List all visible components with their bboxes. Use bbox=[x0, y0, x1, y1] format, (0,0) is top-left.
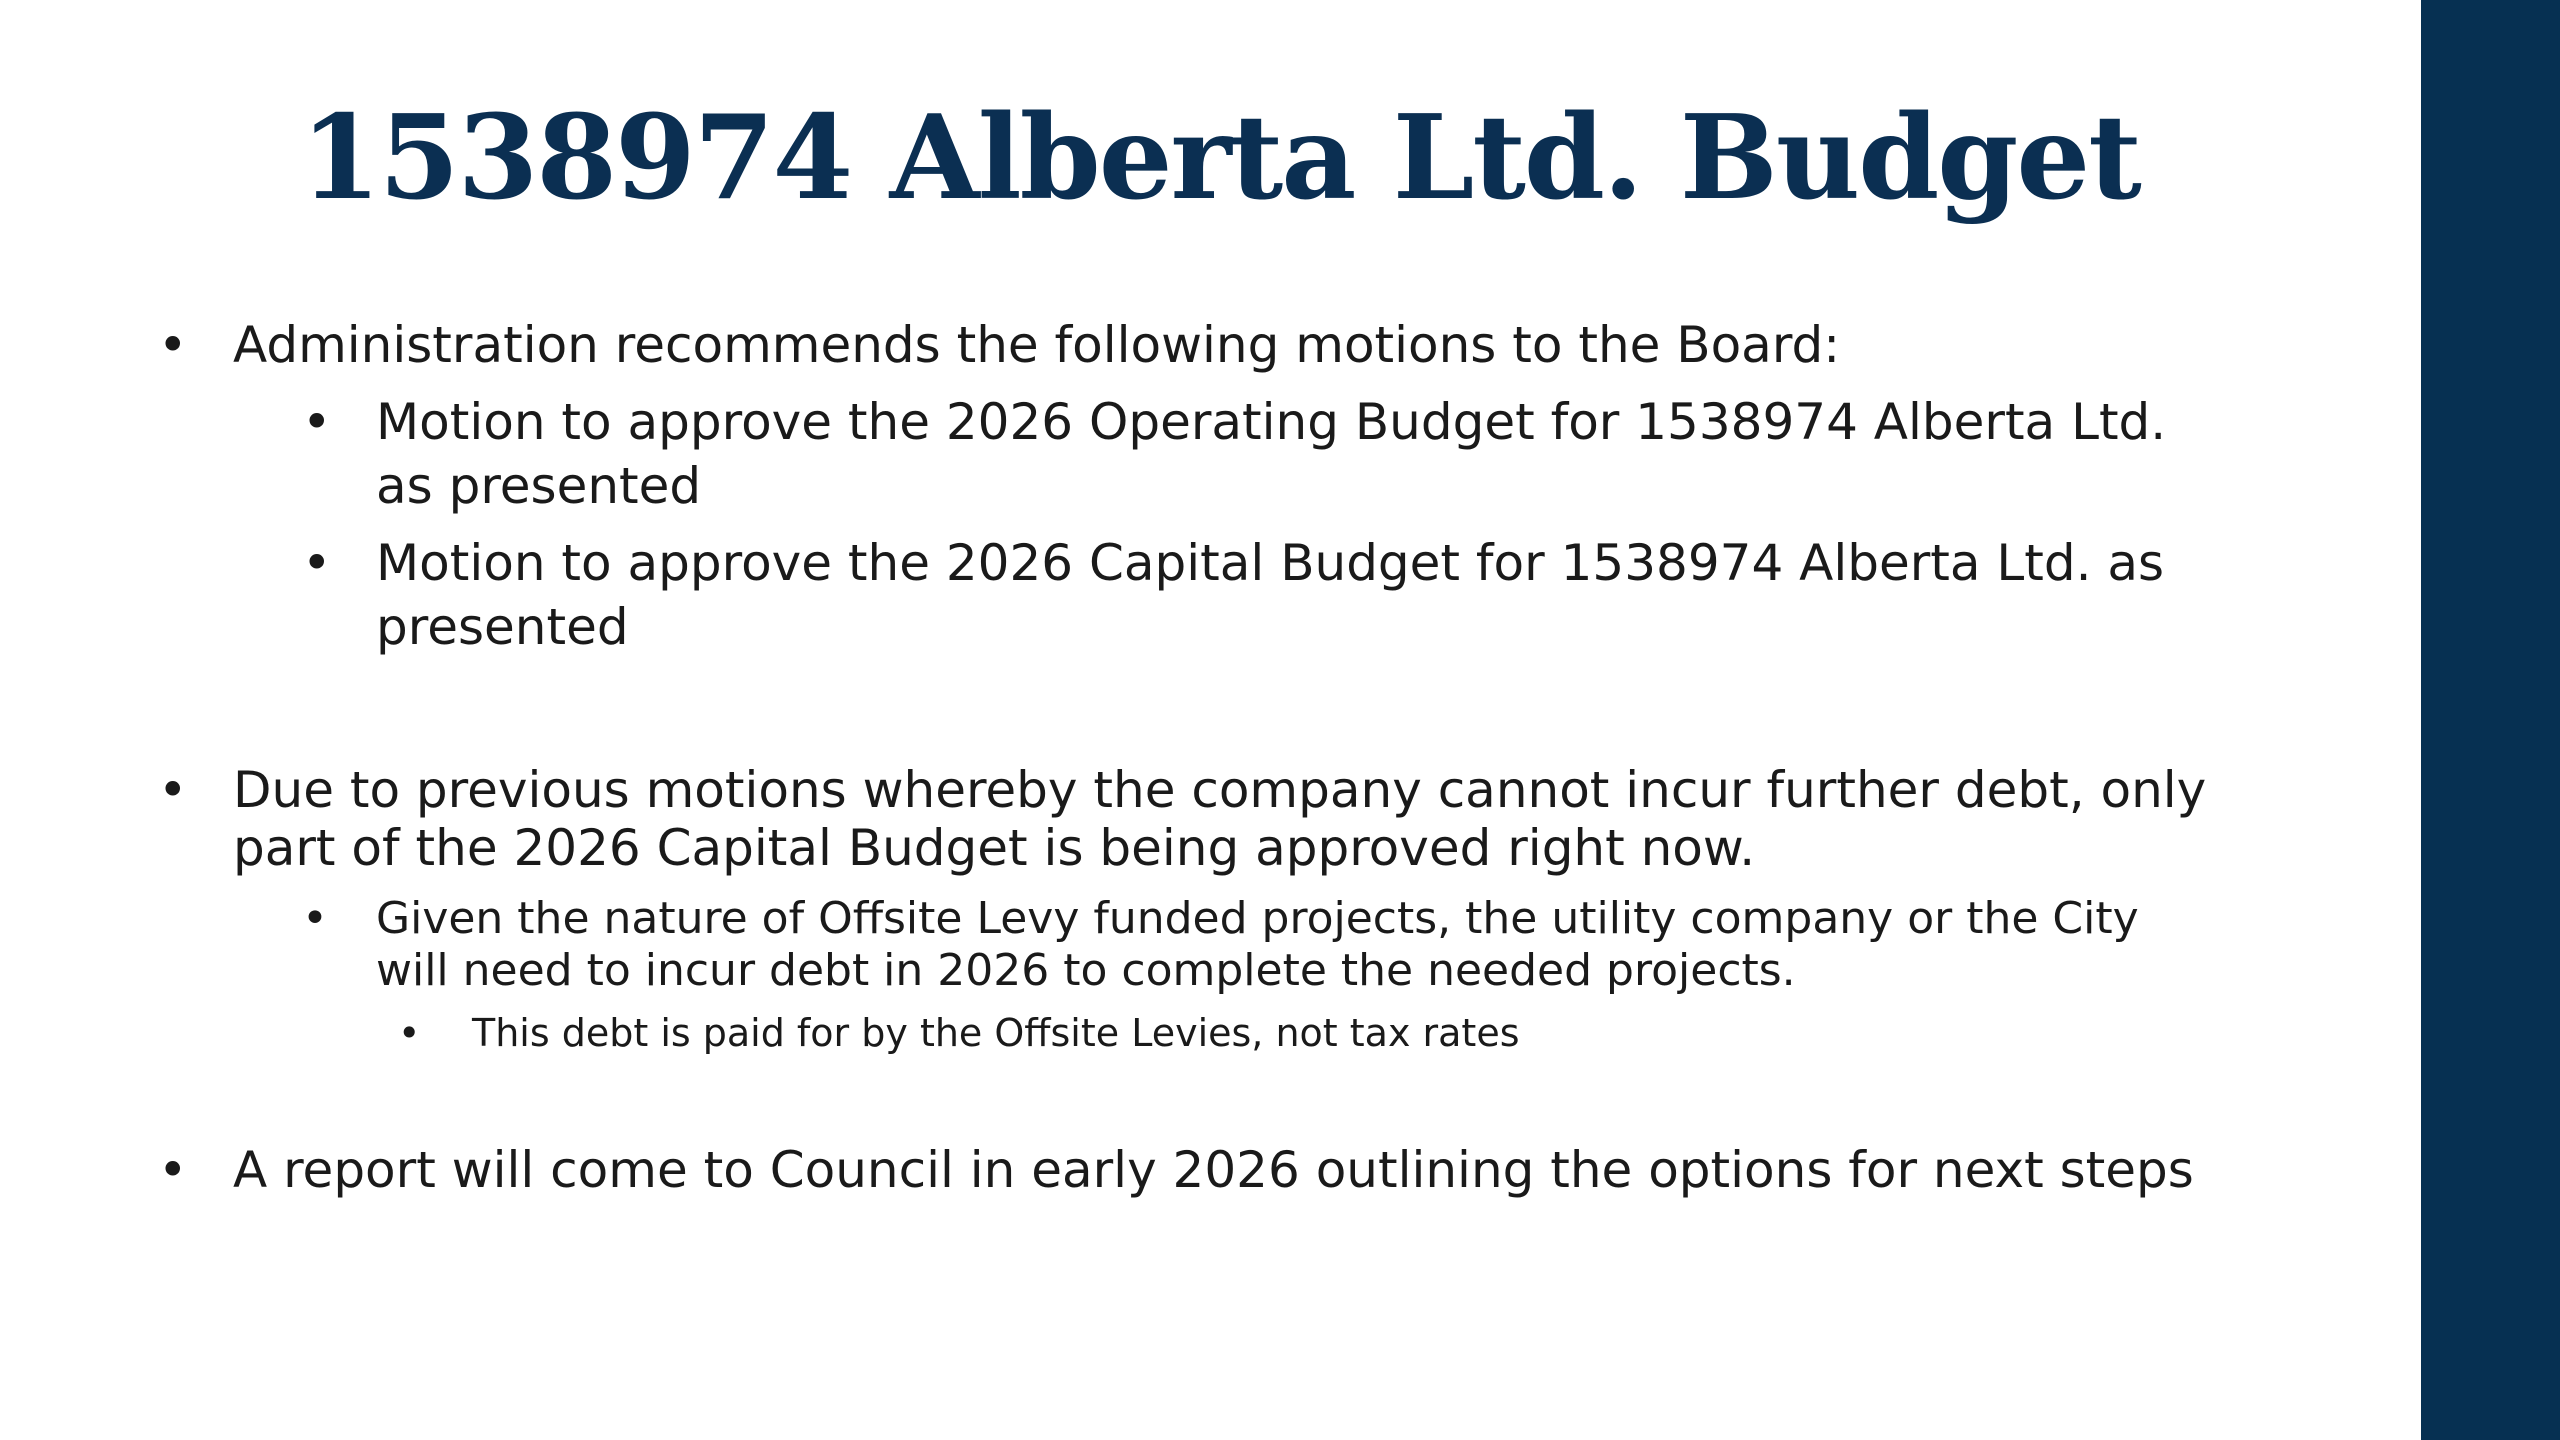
bullet-icon: • bbox=[158, 1141, 188, 1199]
accent-side-bar bbox=[2421, 0, 2560, 1440]
sub-bullet-item-1-2 bbox=[302, 531, 2202, 659]
bullet-icon: • bbox=[302, 393, 332, 451]
bullet-icon: • bbox=[158, 316, 188, 374]
sub-bullet-item-text: Motion to approve the 2026 Capital Budget for 1538974 Alberta Ltd. as presented bbox=[376, 534, 2165, 656]
sub-sub-bullet-item-text: This debt is paid for by the Offsite Levies, not tax rates bbox=[472, 1011, 1520, 1055]
bullet-icon: • bbox=[398, 1011, 421, 1055]
bullet-item-2 bbox=[158, 761, 2238, 877]
bullet-item-text: A report will come to Council in early 2026 outlining the options for next steps bbox=[233, 1141, 2194, 1199]
sub-bullet-item-2-1 bbox=[302, 893, 2202, 997]
bullet-item-3 bbox=[158, 1141, 2238, 1199]
bullet-item-text: Administration recommends the following motions to the Board: bbox=[233, 316, 1841, 374]
sub-bullet-item-1-1 bbox=[302, 390, 2202, 518]
bullet-item-1 bbox=[158, 316, 2238, 374]
slide-title: 1538974 Alberta Ltd. Budget bbox=[300, 90, 2140, 226]
bullet-icon: • bbox=[302, 534, 332, 592]
sub-bullet-item-text: Given the nature of Offsite Levy funded projects, the utility company or the City will need to incur debt in 2026 to complete the needed projects. bbox=[376, 893, 2139, 996]
bullet-icon: • bbox=[302, 893, 328, 944]
sub-sub-bullet-item-2-1-1 bbox=[398, 1010, 2098, 1056]
sub-bullet-item-text: Motion to approve the 2026 Operating Budget for 1538974 Alberta Ltd. as presented bbox=[376, 393, 2167, 515]
bullet-item-text: Due to previous motions whereby the company cannot incur further debt, only part of the 2026 Capital Budget is being approved right now. bbox=[233, 761, 2207, 877]
bullet-icon: • bbox=[158, 761, 188, 819]
